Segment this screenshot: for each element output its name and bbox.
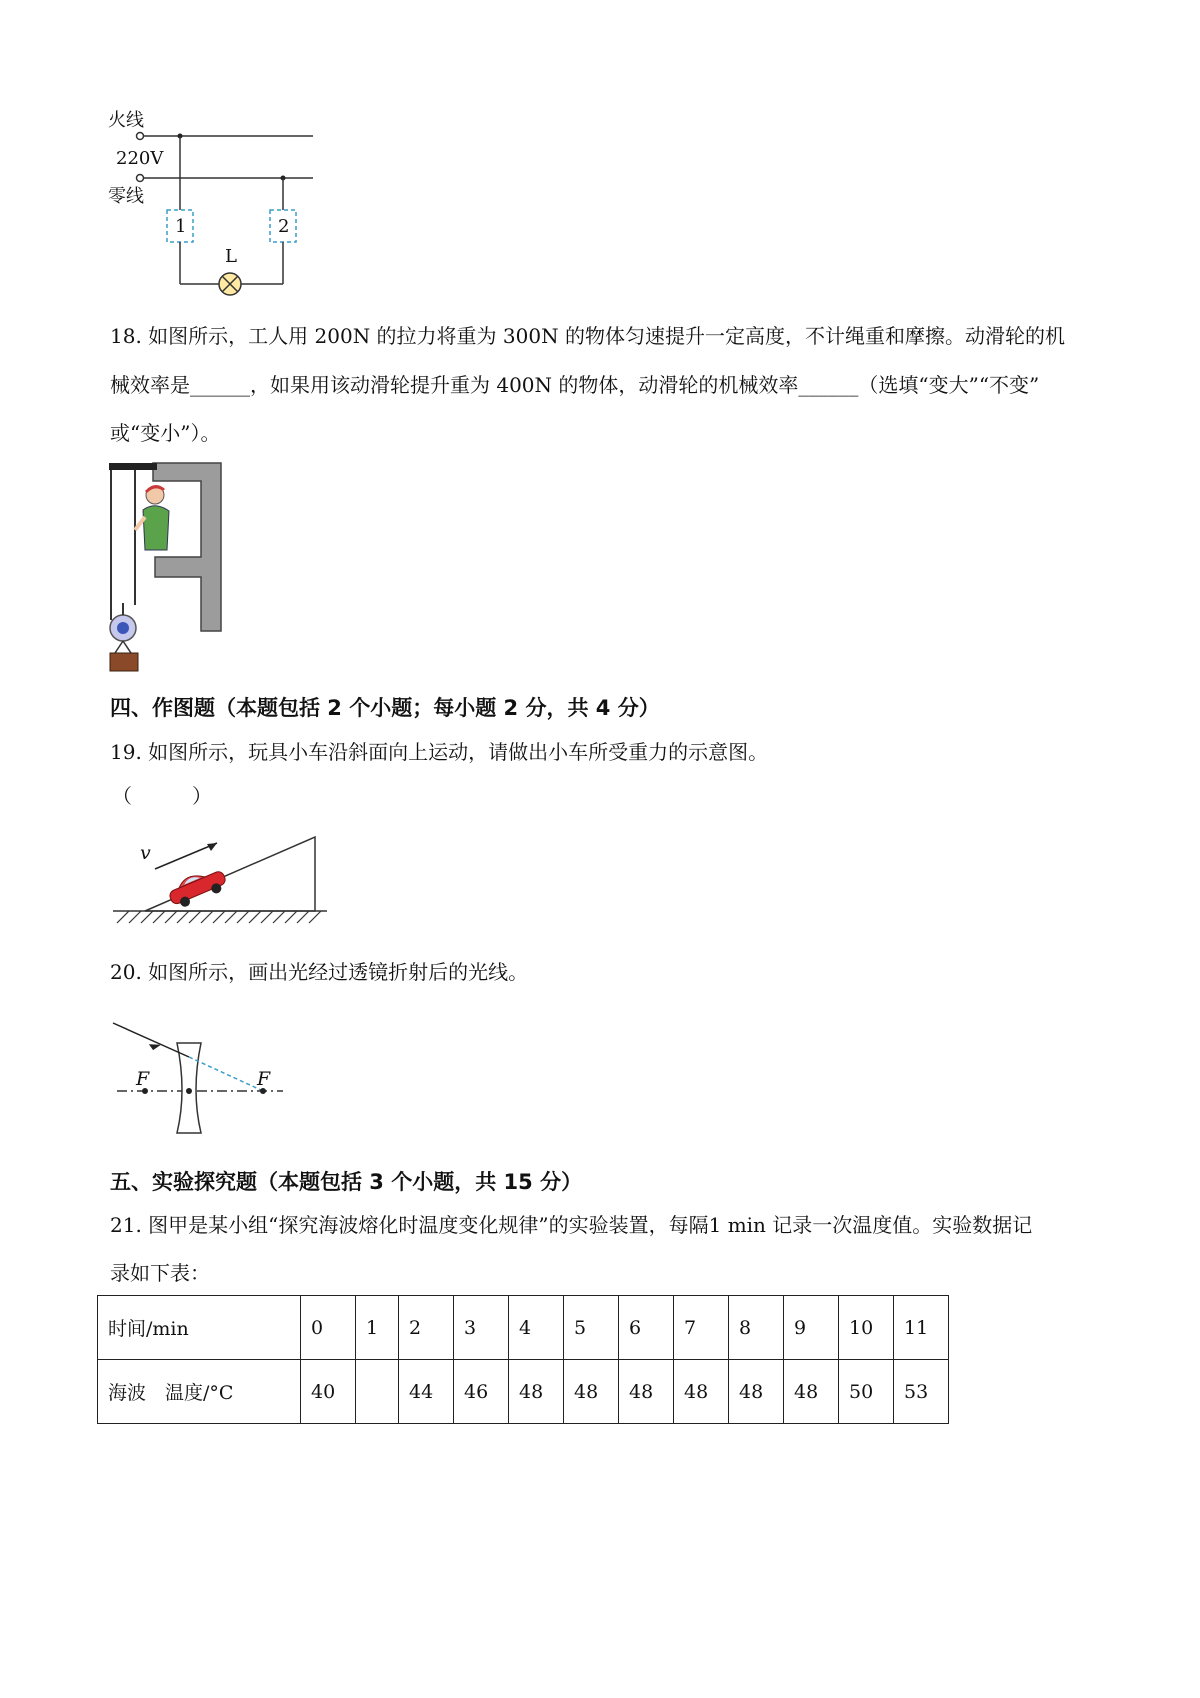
table-cell: 40 bbox=[301, 1360, 356, 1424]
table-cell: 48 bbox=[729, 1360, 784, 1424]
data-table bbox=[97, 1295, 949, 1424]
table-cell: 44 bbox=[399, 1360, 454, 1424]
lamp-icon bbox=[219, 273, 241, 295]
table-row bbox=[98, 1360, 949, 1424]
table-cell: 11 bbox=[894, 1296, 949, 1360]
table-cell: 46 bbox=[454, 1360, 509, 1424]
live-label: 火线 bbox=[108, 110, 144, 131]
table-row-header: 海波 温度/°C bbox=[98, 1360, 301, 1424]
q21-line1: 21. 图甲是某小组“探究海波熔化时温度变化规律”的实验装置，每隔1 min 记录一次温度值。实验数据记 bbox=[110, 1213, 1033, 1237]
q19-text: 19. 如图所示，玩具小车沿斜面向上运动，请做出小车所受重力的示意图。 bbox=[110, 740, 769, 764]
incident-ray bbox=[113, 1023, 189, 1057]
lamp-label: L bbox=[225, 246, 237, 267]
f-right-label: F bbox=[257, 1068, 271, 1090]
table-cell: 1 bbox=[356, 1296, 399, 1360]
table-row-header: 时间/min bbox=[98, 1296, 301, 1360]
section5-title: 五、实验探究题（本题包括 3 个小题，共 15 分） bbox=[110, 1170, 583, 1194]
table-cell: 5 bbox=[564, 1296, 619, 1360]
table-cell: 8 bbox=[729, 1296, 784, 1360]
table-cell: 2 bbox=[399, 1296, 454, 1360]
q18-line1: 18. 如图所示，工人用 200N 的拉力将重为 300N 的物体匀速提升一定高度，不计绳重和摩擦。动滑轮的机 bbox=[110, 324, 1065, 348]
table-cell: 4 bbox=[509, 1296, 564, 1360]
car-icon bbox=[166, 864, 230, 911]
table-cell: 10 bbox=[839, 1296, 894, 1360]
pulley-icon bbox=[110, 603, 136, 641]
table-cell: 48 bbox=[674, 1360, 729, 1424]
q19-blank: （ ） bbox=[112, 784, 212, 808]
table-cell: 48 bbox=[509, 1360, 564, 1424]
neutral-terminal bbox=[137, 175, 144, 182]
q18-line2: 械效率是______，如果用该动滑轮提升重为 400N 的物体，动滑轮的机械效率______（选填“变大”“不变” bbox=[110, 373, 1040, 397]
table-cell: 6 bbox=[619, 1296, 674, 1360]
pulley-illustration bbox=[105, 455, 235, 675]
voltage-label: 220V bbox=[116, 148, 164, 169]
q21-line2: 录如下表： bbox=[110, 1261, 210, 1285]
table-cell: 50 bbox=[839, 1360, 894, 1424]
live-terminal bbox=[137, 133, 144, 140]
worker-icon bbox=[135, 485, 169, 550]
box-1-label: 1 bbox=[175, 216, 187, 237]
table-cell: 48 bbox=[784, 1360, 839, 1424]
q20-text: 20. 如图所示，画出光经过透镜折射后的光线。 bbox=[110, 960, 529, 984]
table-cell: 9 bbox=[784, 1296, 839, 1360]
f-left-label: F bbox=[136, 1068, 150, 1090]
lens-center bbox=[186, 1088, 192, 1094]
velocity-label: v bbox=[140, 842, 151, 864]
table-row bbox=[98, 1296, 949, 1360]
q18-line3: 或“变小”）。 bbox=[110, 421, 221, 445]
load-box bbox=[110, 653, 138, 671]
table-cell: 48 bbox=[619, 1360, 674, 1424]
table-cell: 7 bbox=[674, 1296, 729, 1360]
table-cell: 0 bbox=[301, 1296, 356, 1360]
extension-line bbox=[189, 1057, 263, 1091]
table-cell: 53 bbox=[894, 1360, 949, 1424]
table-cell bbox=[356, 1360, 399, 1424]
neutral-label: 零线 bbox=[108, 186, 144, 207]
table-cell: 48 bbox=[564, 1360, 619, 1424]
section4-title: 四、作图题（本题包括 2 个小题；每小题 2 分，共 4 分） bbox=[110, 696, 660, 720]
box-2-label: 2 bbox=[278, 216, 290, 237]
table-cell: 3 bbox=[454, 1296, 509, 1360]
velocity-arrow bbox=[155, 843, 217, 869]
